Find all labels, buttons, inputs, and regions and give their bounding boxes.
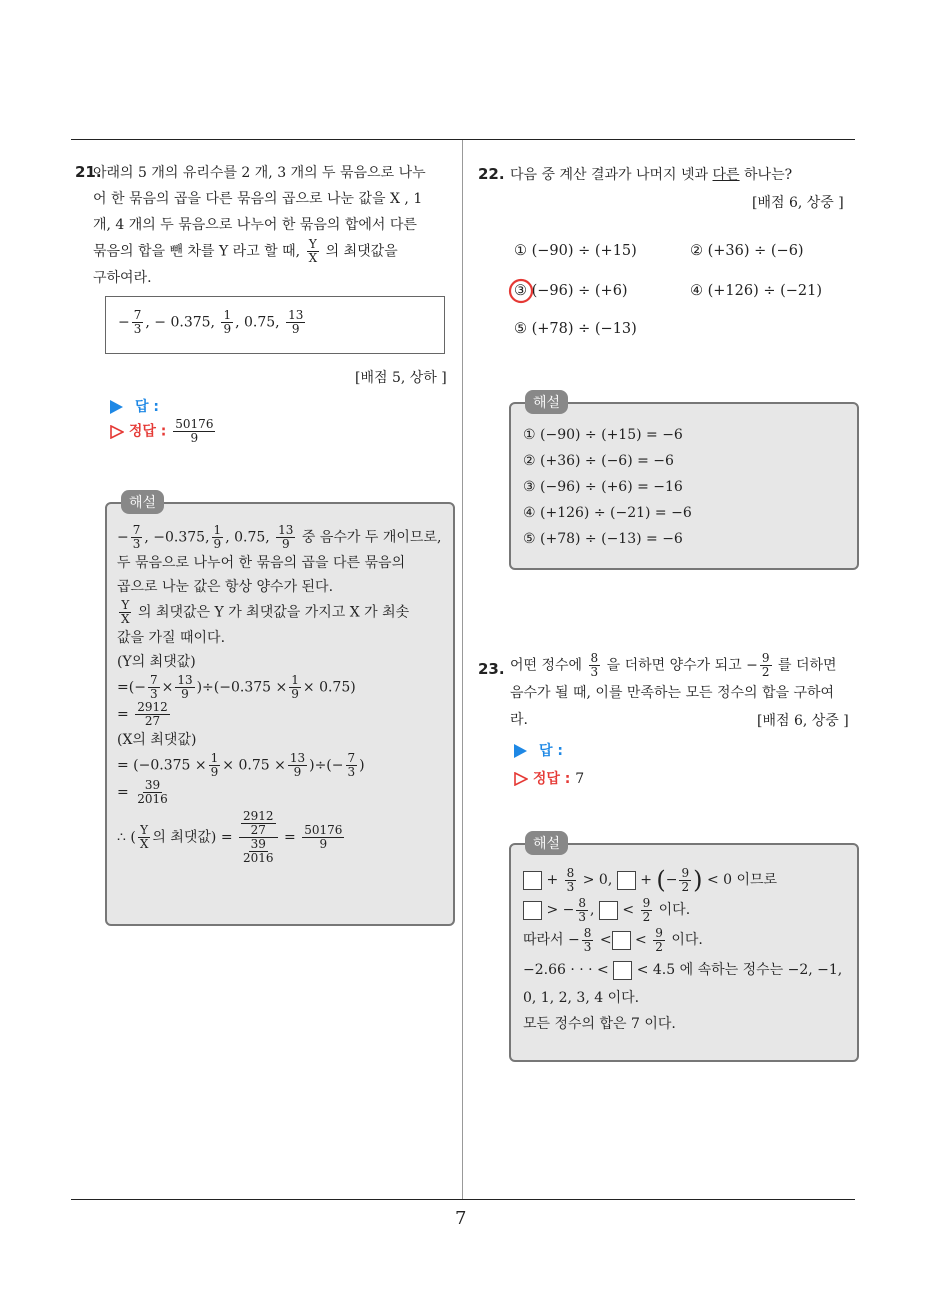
page-number: 7: [455, 1208, 467, 1229]
y-over-x: $\frac{Y}{X}$: [308, 237, 318, 265]
blank-box: [613, 961, 632, 980]
column-divider: [462, 140, 463, 1200]
q21-correct-answer: 정답 : $\frac{50176}{9}$: [110, 418, 217, 445]
question-text: 아래의 5 개의 유리수를 2 개, 3 개의 두 묶음으로 나누 어 한 묶음의 곱을 다른 묶음의 곱으로 나눈 값을 X , 1 개, 4 개의 두 묶음으로 나누어 한 묶음의 합에서 다른 묶음의 합을 뺀 차를 Y 라고 할 때, $\frac{Y}{X}$ 의 최댓값을 구하여라.: [93, 165, 426, 286]
blank-box: [523, 901, 542, 920]
q23-level: [배점 6, 상중 ]: [757, 713, 849, 729]
explanation-badge: 해설: [525, 390, 568, 414]
explanation-badge: 해설: [121, 490, 164, 514]
q22-choice-5[interactable]: ⑤ (+78) ÷ (−13): [514, 321, 637, 337]
q22-choice-2[interactable]: ② (+36) ÷ (−6): [690, 243, 804, 259]
question-number: 21.: [75, 163, 102, 181]
blank-box: [523, 871, 542, 890]
q22-level: [배점 6, 상중 ]: [752, 195, 844, 211]
blank-box: [599, 901, 618, 920]
q22-choice-4[interactable]: ④ (+126) ÷ (−21): [690, 283, 823, 299]
q23-explanation: 해설 + $\frac{8}{3}$ > 0, + (− $\frac{9}{2}$ ) < 0 이므로 > − $\frac{8}{3}$ , < $\frac{9}{2}$ 이다. 따라서 − $\frac{8}{3}$ < < $\frac{9}{2}$ 이다. −2.66 · · · < < 4.5 에 속하는 정수는 −2, −1, 0, 1, 2, 3, 4 이다. 모든 정수의 합은 7 이다.: [509, 843, 859, 1062]
q22-explanation: 해설 ① (−90) ÷ (+15) = −6 ② (+36) ÷ (−6) = −6 ③ (−96) ÷ (+6) = −16 ④ (+126) ÷ (−21) = −6 ⑤ (+78) ÷ (−13) = −6: [509, 402, 859, 570]
blank-box: [612, 931, 631, 950]
q23-correct-answer: 정답 : 7: [514, 768, 584, 788]
q22-choice-3[interactable]: ③ (−96) ÷ (+6): [514, 283, 628, 299]
number-list-box: − $\frac{7}{3}$ , − 0.375, $\frac{1}{9}$ , 0.75, $\frac{13}{9}$: [105, 296, 445, 354]
outline-triangle-icon: [110, 425, 124, 439]
q23-answer: 답 :: [514, 740, 563, 760]
q22-number: 22.: [478, 165, 505, 183]
play-icon: [514, 744, 527, 758]
q22-text: 다음 중 계산 결과가 나머지 넷과 다른 하나는?: [510, 167, 793, 183]
explanation-badge: 해설: [525, 831, 568, 855]
outline-triangle-icon: [514, 772, 528, 786]
blank-box: [617, 871, 636, 890]
q23-text: 어떤 정수에 $\frac{8}{3}$ 을 더하면 양수가 되고 − $\frac{9}{2}$ 를 더하면 음수가 될 때, 이를 만족하는 모든 정수의 합을 구하여 라.: [510, 651, 837, 728]
q23-number: 23.: [478, 660, 505, 678]
q21-explanation: 해설 − $\frac{7}{3}$ , −0.375, $\frac{1}{9}$ , 0.75, $\frac{13}{9}$ 중 음수가 두 개이므로, 두 묶음으로 나누어 한 묶음의 곱을 다른 묶음의 곱으로 나눈 값은 항상 양수가 된다. $\frac{Y}{X}$ 의 최댓값은 Y 가 최댓값을 가지고 X 가 최솟 값을 가질 때이다. (Y의 최댓값) =(− $\frac{7}{3}$ × $\frac{13}{9}$ )÷(−0.375 × $\frac{1}{9}$ × 0.75) = $\frac{2912}{27}$ (X의 최댓값) = (−0.375 × $\frac{1}{9}$ × 0.75 × $\frac{13}{9}$ )÷(− $\frac{7}{3}$ ) = $\frac{39}{2016}$ ∴ ( $\frac{Y}{X}$ 의 최댓값) = $\frac{\frac{2912}{27}}{\frac{39}{2016}}$ = $\frac{50176}{9}$: [105, 502, 455, 926]
play-icon: [110, 400, 123, 414]
bottom-rule: [71, 1199, 855, 1200]
top-rule: [71, 139, 855, 140]
q21-level: [배점 5, 상하 ]: [355, 370, 447, 386]
selected-answer-circle-icon: [506, 276, 536, 306]
q22-choice-1[interactable]: ① (−90) ÷ (+15): [514, 243, 637, 259]
q21-answer: 답 :: [110, 396, 159, 416]
